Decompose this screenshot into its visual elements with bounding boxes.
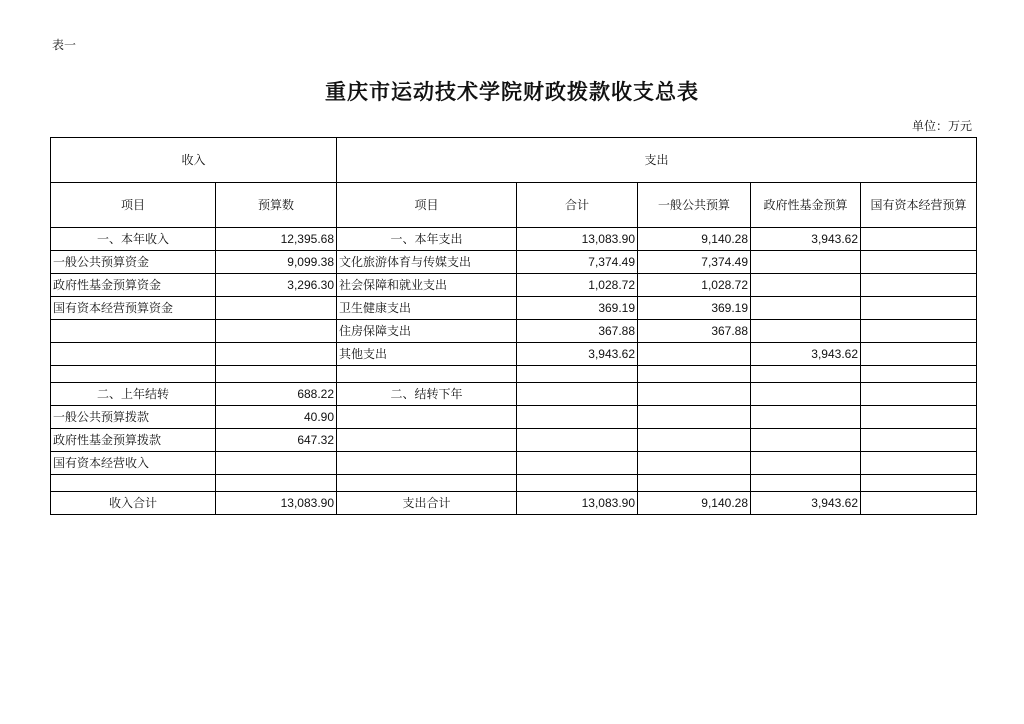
income-amount-cell: 647.32	[216, 429, 337, 452]
state-capital-cell	[861, 492, 977, 515]
income-amount-cell: 12,395.68	[216, 228, 337, 251]
table-row	[51, 297, 977, 320]
expense-total-cell	[517, 383, 638, 406]
general-budget-cell	[638, 366, 751, 383]
expense-item-cell: 文化旅游体育与传媒支出	[337, 251, 517, 274]
income-item-cell	[51, 475, 216, 492]
gov-fund-cell	[751, 320, 861, 343]
state-capital-cell	[861, 251, 977, 274]
general-budget-cell	[638, 475, 751, 492]
table-row	[51, 429, 977, 452]
general-budget-cell	[638, 383, 751, 406]
general-budget-cell	[638, 429, 751, 452]
gov-fund-cell	[751, 429, 861, 452]
expense-total-cell	[517, 429, 638, 452]
col-income-item: 项目	[51, 183, 216, 228]
col-general-budget: 一般公共预算	[638, 183, 751, 228]
income-item-cell: 政府性基金预算拨款	[51, 429, 216, 452]
table-row	[51, 251, 977, 274]
col-state-capital-budget: 国有资本经营预算	[861, 183, 977, 228]
expense-total-cell: 1,028.72	[517, 274, 638, 297]
budget-summary-table	[50, 137, 977, 515]
expense-item-cell: 一、本年支出	[337, 228, 517, 251]
table-number-label: 表一	[52, 38, 77, 52]
general-budget-cell: 369.19	[638, 297, 751, 320]
general-budget-cell	[638, 452, 751, 475]
expense-item-cell	[337, 452, 517, 475]
general-budget-cell	[638, 343, 751, 366]
expense-total-cell	[517, 366, 638, 383]
table-row	[51, 228, 977, 251]
income-amount-cell: 13,083.90	[216, 492, 337, 515]
table-row	[51, 452, 977, 475]
expense-item-cell: 住房保障支出	[337, 320, 517, 343]
expense-item-cell	[337, 429, 517, 452]
income-amount-cell	[216, 366, 337, 383]
table-row	[51, 366, 977, 383]
income-item-cell	[51, 320, 216, 343]
col-gov-fund-budget: 政府性基金预算	[751, 183, 861, 228]
gov-fund-cell	[751, 475, 861, 492]
expense-item-cell: 二、结转下年	[337, 383, 517, 406]
expense-total-cell	[517, 406, 638, 429]
table-row	[51, 406, 977, 429]
gov-fund-cell	[751, 274, 861, 297]
income-item-cell	[51, 343, 216, 366]
income-amount-cell	[216, 297, 337, 320]
state-capital-cell	[861, 452, 977, 475]
state-capital-cell	[861, 320, 977, 343]
expense-item-cell: 卫生健康支出	[337, 297, 517, 320]
income-amount-cell: 688.22	[216, 383, 337, 406]
income-item-cell: 国有资本经营预算资金	[51, 297, 216, 320]
gov-fund-cell	[751, 251, 861, 274]
expense-item-cell	[337, 475, 517, 492]
expense-item-cell: 社会保障和就业支出	[337, 274, 517, 297]
gov-fund-cell	[751, 452, 861, 475]
expense-section-header: 支出	[337, 138, 977, 183]
expense-total-cell	[517, 452, 638, 475]
total-row	[51, 492, 977, 515]
col-expense-total: 合计	[517, 183, 638, 228]
gov-fund-cell: 3,943.62	[751, 228, 861, 251]
income-amount-cell	[216, 475, 337, 492]
state-capital-cell	[861, 297, 977, 320]
general-budget-cell: 9,140.28	[638, 228, 751, 251]
expense-total-cell: 3,943.62	[517, 343, 638, 366]
income-item-cell: 收入合计	[51, 492, 216, 515]
income-item-cell: 二、上年结转	[51, 383, 216, 406]
income-item-cell: 国有资本经营收入	[51, 452, 216, 475]
expense-total-cell: 13,083.90	[517, 228, 638, 251]
general-budget-cell: 367.88	[638, 320, 751, 343]
expense-item-cell: 其他支出	[337, 343, 517, 366]
income-section-header: 收入	[51, 138, 337, 183]
table-row	[51, 343, 977, 366]
col-income-budget: 预算数	[216, 183, 337, 228]
general-budget-cell: 1,028.72	[638, 274, 751, 297]
gov-fund-cell	[751, 297, 861, 320]
col-expense-item: 项目	[337, 183, 517, 228]
income-item-cell: 一般公共预算资金	[51, 251, 216, 274]
income-amount-cell: 3,296.30	[216, 274, 337, 297]
state-capital-cell	[861, 383, 977, 406]
expense-total-cell: 13,083.90	[517, 492, 638, 515]
income-item-cell: 政府性基金预算资金	[51, 274, 216, 297]
expense-total-cell: 7,374.49	[517, 251, 638, 274]
unit-label: 单位：万元	[911, 119, 972, 133]
gov-fund-cell	[751, 406, 861, 429]
expense-total-cell: 367.88	[517, 320, 638, 343]
state-capital-cell	[861, 274, 977, 297]
table-row	[51, 320, 977, 343]
gov-fund-cell: 3,943.62	[751, 492, 861, 515]
state-capital-cell	[861, 343, 977, 366]
income-amount-cell	[216, 452, 337, 475]
state-capital-cell	[861, 475, 977, 492]
expense-total-cell	[517, 475, 638, 492]
income-amount-cell	[216, 320, 337, 343]
general-budget-cell: 9,140.28	[638, 492, 751, 515]
state-capital-cell	[861, 406, 977, 429]
income-amount-cell	[216, 343, 337, 366]
state-capital-cell	[861, 366, 977, 383]
income-item-cell: 一般公共预算拨款	[51, 406, 216, 429]
table-row	[51, 383, 977, 406]
gov-fund-cell: 3,943.62	[751, 343, 861, 366]
income-amount-cell: 9,099.38	[216, 251, 337, 274]
expense-total-cell: 369.19	[517, 297, 638, 320]
table-row	[51, 274, 977, 297]
income-amount-cell: 40.90	[216, 406, 337, 429]
expense-item-cell	[337, 366, 517, 383]
column-header-row	[51, 183, 977, 228]
table-body	[51, 228, 977, 515]
state-capital-cell	[861, 429, 977, 452]
page-title: 重庆市运动技术学院财政拨款收支总表	[325, 79, 699, 104]
expense-item-cell	[337, 406, 517, 429]
expense-item-cell: 支出合计	[337, 492, 517, 515]
section-header-row	[51, 138, 977, 183]
income-item-cell: 一、本年收入	[51, 228, 216, 251]
general-budget-cell	[638, 406, 751, 429]
gov-fund-cell	[751, 383, 861, 406]
general-budget-cell: 7,374.49	[638, 251, 751, 274]
income-item-cell	[51, 366, 216, 383]
table-row	[51, 475, 977, 492]
gov-fund-cell	[751, 366, 861, 383]
state-capital-cell	[861, 228, 977, 251]
